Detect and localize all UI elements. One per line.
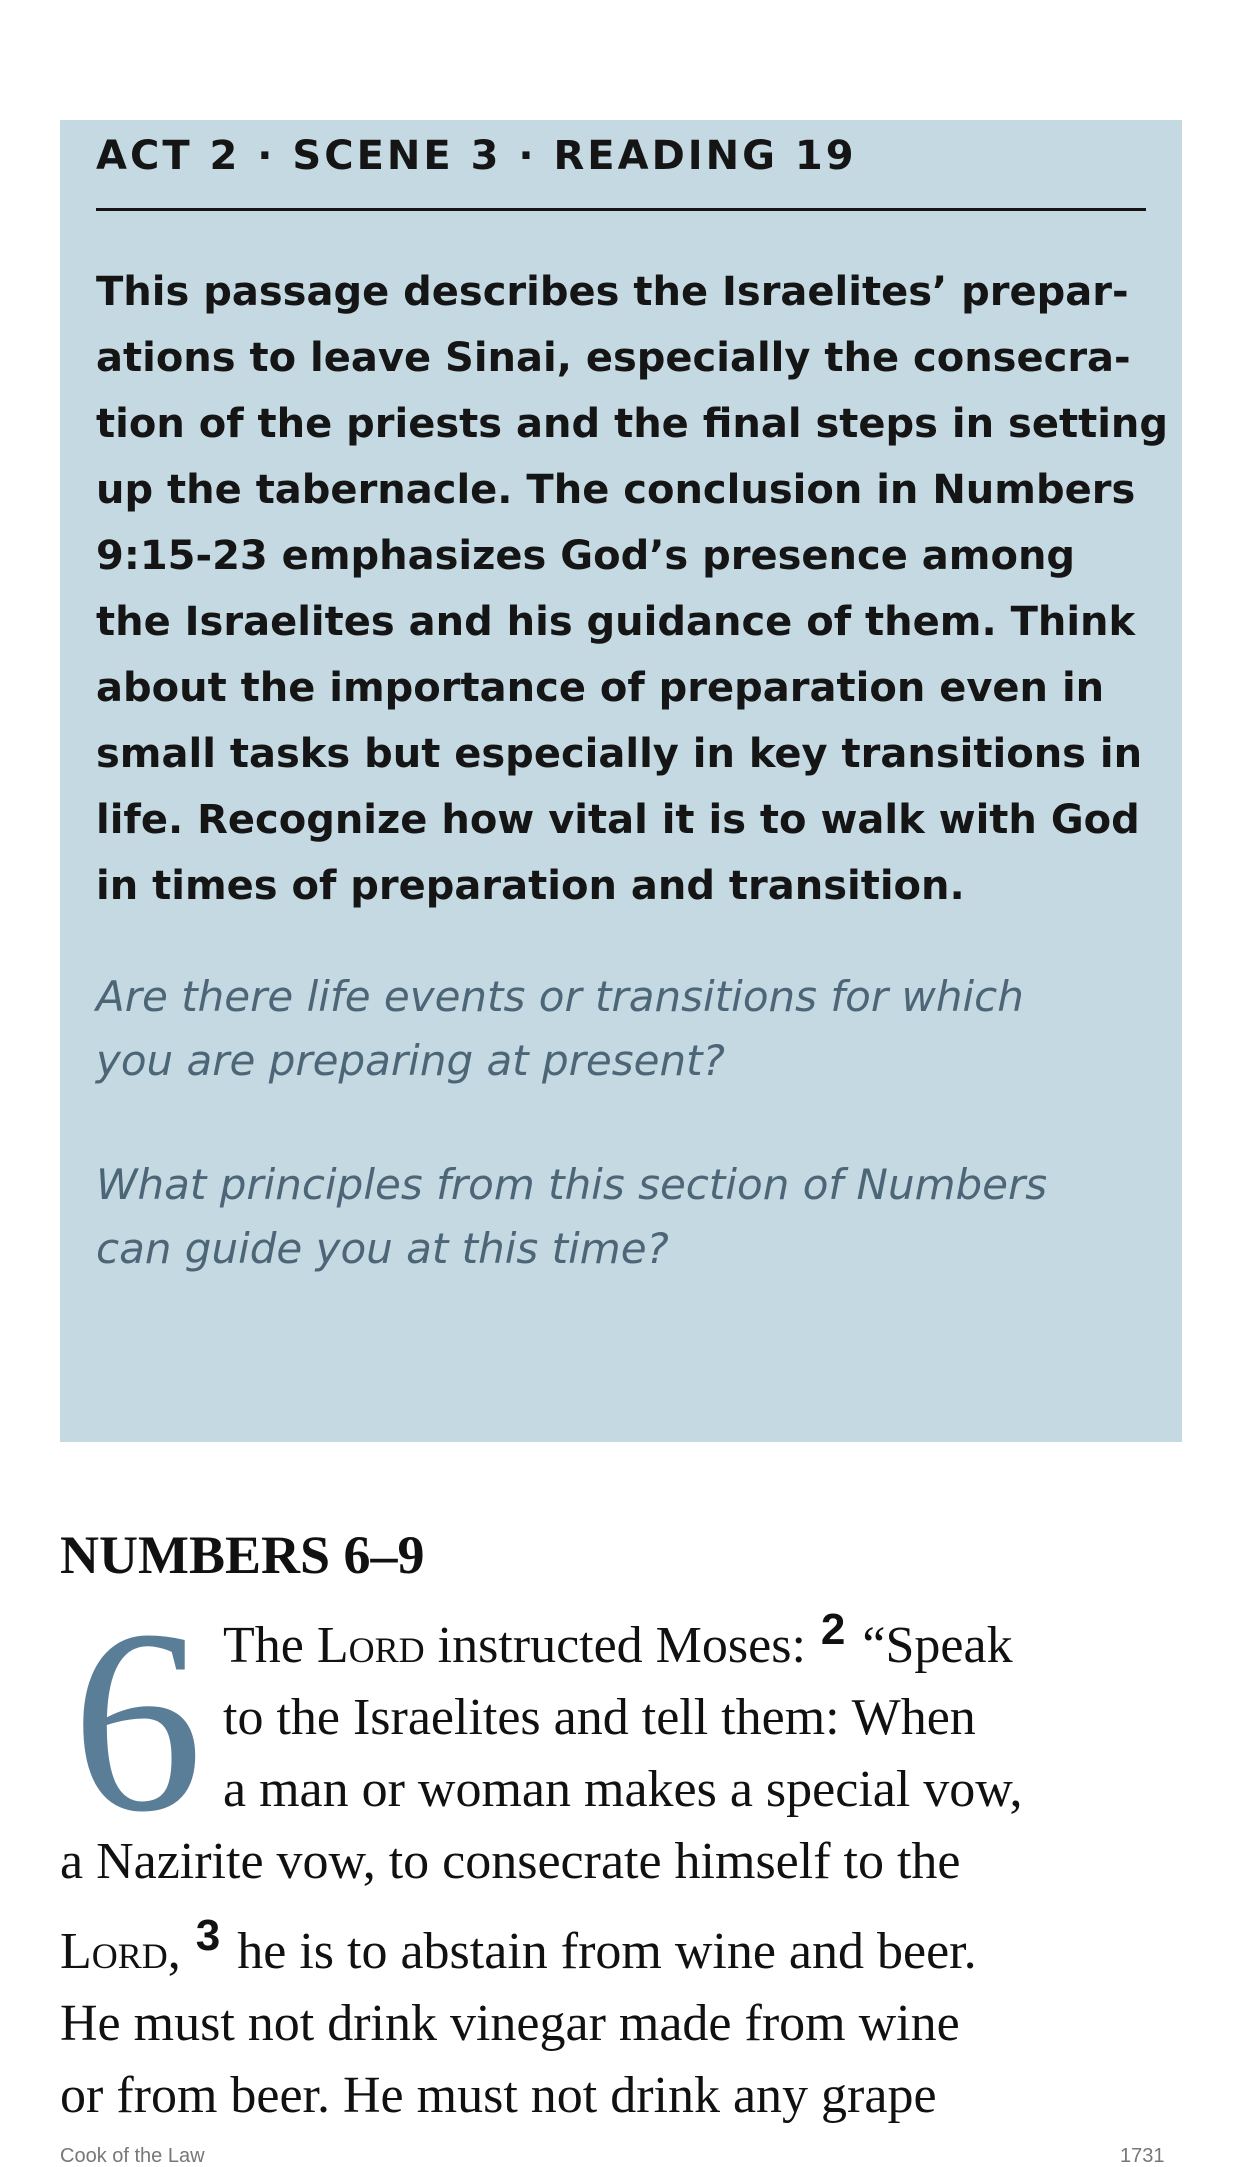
divine-name: Lord bbox=[60, 1923, 168, 1980]
text-run: he is to abstain from wine and beer. bbox=[224, 1923, 977, 1980]
text-run: The bbox=[223, 1617, 317, 1674]
summary-line: in times of preparation and transition. bbox=[96, 863, 965, 909]
reading-label: ACT 2 · SCENE 3 · READING 19 bbox=[96, 133, 857, 179]
scripture-line bbox=[60, 1605, 1182, 1682]
summary-line: the Israelites and his guidance of them. Think bbox=[96, 599, 1136, 645]
reflection-question-1 bbox=[96, 965, 1146, 1093]
scripture-line: He must not drink vinegar made from wine bbox=[60, 1995, 960, 2052]
reading-summary bbox=[96, 259, 1169, 919]
summary-line: up the tabernacle. The conclusion in Numbers bbox=[96, 467, 1136, 513]
scripture-line: or from beer. He must not drink any grape bbox=[60, 2067, 937, 2124]
verse-number: 2 bbox=[820, 1605, 846, 1654]
text-run: , bbox=[167, 1923, 194, 1980]
question-line: Are there life events or transitions for which bbox=[96, 972, 1024, 1021]
chapter-drop-cap: 6 bbox=[72, 1576, 203, 1866]
summary-line: about the importance of preparation even in bbox=[96, 665, 1105, 711]
summary-line: ations to leave Sinai, especially the consecra- bbox=[96, 335, 1131, 381]
text-run: instructed Moses: bbox=[424, 1617, 819, 1674]
question-line: can guide you at this time? bbox=[96, 1224, 669, 1273]
footer-page-number: 1731 bbox=[1120, 2145, 1165, 2167]
scripture-line: a Nazirite vow, to consecrate himself to the bbox=[60, 1833, 961, 1890]
question-line: What principles from this section of Numbers bbox=[96, 1160, 1048, 1209]
verse-number: 3 bbox=[195, 1911, 221, 1960]
scripture-text bbox=[60, 1576, 1182, 2132]
summary-line: 9:15-23 emphasizes God’s presence among bbox=[96, 533, 1076, 579]
scripture-line: to the Israelites and tell them: When bbox=[223, 1689, 976, 1746]
divider bbox=[96, 208, 1146, 211]
text-run: “Speak bbox=[849, 1617, 1013, 1674]
summary-line: tion of the priests and the final steps in setting bbox=[96, 401, 1169, 447]
reading-guide-box bbox=[60, 120, 1182, 1442]
footer-book-title: Cook of the Law bbox=[60, 2145, 205, 2167]
summary-line: life. Recognize how vital it is to walk with God bbox=[96, 797, 1140, 843]
summary-line: small tasks but especially in key transitions in bbox=[96, 731, 1143, 777]
summary-line: This passage describes the Israelites’ prepar- bbox=[96, 269, 1129, 315]
chapter-title: NUMBERS 6–9 bbox=[60, 1525, 425, 1585]
scripture-line bbox=[60, 1911, 1182, 1988]
reflection-question-2 bbox=[96, 1153, 1146, 1281]
scripture-line: a man or woman makes a special vow, bbox=[223, 1761, 1023, 1818]
question-line: you are preparing at present? bbox=[96, 1036, 725, 1085]
divine-name: Lord bbox=[316, 1617, 425, 1674]
